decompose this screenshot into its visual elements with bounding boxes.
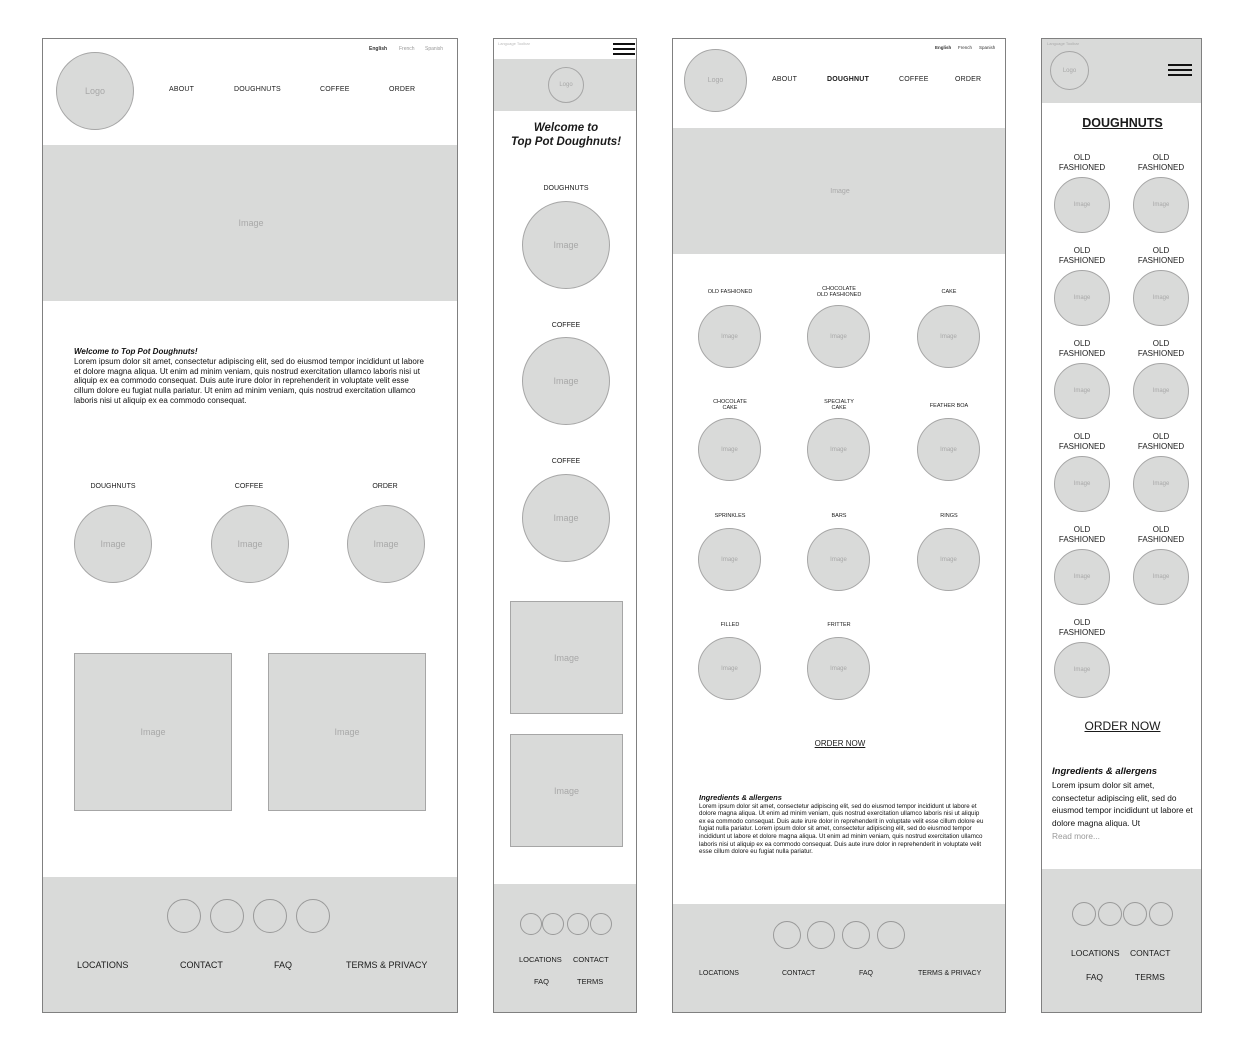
social-icon[interactable] — [1123, 902, 1147, 926]
section-image-doughnuts[interactable]: Image — [522, 201, 610, 289]
nav-about[interactable]: ABOUT — [772, 76, 798, 83]
language-english[interactable]: English — [369, 46, 388, 52]
mobile-home-wireframe — [493, 38, 637, 1013]
allergens-title: Ingredients & allergens — [699, 793, 782, 802]
item-image[interactable]: Image — [807, 418, 870, 481]
allergens-body: Lorem ipsum dolor sit amet, consectetur adipiscing elit, sed do eiusmod tempor incididunt ut labore et dolore magna aliqua. Ut enim ad minim veniam, quis nostrud exercitation ullamco laboris nisi ut aliquip ex ea commodo consequat. Duis aute irure dolor in reprehenderit in voluptate velit esse cillum dolore eu fugiat nulla pariatur. Lorem ipsum dolor sit amet, consectetur adipiscing elit, sed do eiusmod tempor incididunt ut labore et dolore magna aliqua. Ut enim ad minim veniam, quis nostrud exercitation ullamco laboris nisi ut aliquip ex ea commodo consequat. Duis aute irure dolor in reprehenderit in voluptate velit esse cillum dolore eu fugiat nulla pariatur. — [699, 802, 984, 856]
item-image[interactable]: Image — [698, 305, 761, 368]
item-image[interactable]: Image — [807, 305, 870, 368]
item-image[interactable]: Image — [917, 305, 980, 368]
allergens-title: Ingredients & allergens — [1052, 766, 1158, 777]
item-image[interactable]: Image — [1054, 642, 1110, 698]
category-image-doughnuts[interactable]: Image — [74, 505, 152, 583]
allergens-text — [699, 794, 985, 856]
nav-doughnut[interactable]: DOUGHNUT — [827, 76, 870, 83]
category-label-doughnuts: DOUGHNUTS — [90, 483, 136, 490]
language-english[interactable]: English — [935, 45, 952, 50]
item-label: BARS — [831, 513, 847, 519]
footer — [494, 884, 637, 1013]
item-image[interactable]: Image — [1133, 363, 1189, 419]
item-image[interactable]: Image — [1133, 549, 1189, 605]
footer — [673, 904, 1006, 1013]
social-icon[interactable] — [296, 899, 330, 933]
item-image[interactable]: Image — [807, 528, 870, 591]
social-icon[interactable] — [1149, 902, 1173, 926]
logo[interactable]: Logo — [684, 49, 747, 112]
intro-body: Lorem ipsum dolor sit amet, consectetur adipiscing elit, sed do eiusmod tempor incididunt ut labore et dolore magna aliqua. Ut enim ad minim veniam, quis nostrud exercitation ullamco laboris nisi ut aliquip ex ea commodo consequat. Duis aute irure dolor in reprehenderit in voluptate velit esse cillum dolore eu fugiat nulla pariatur. Ut enim ad minim veniam, quis nostrud exercitation ullamco laboris nisi ut aliquip ex ea commodo consequat. — [74, 356, 424, 405]
item-label: OLD FASHIONED — [1137, 525, 1185, 544]
category-image-order[interactable]: Image — [347, 505, 425, 583]
social-icon[interactable] — [877, 921, 905, 949]
nav-order[interactable]: ORDER — [389, 86, 416, 93]
item-image[interactable]: Image — [917, 528, 980, 591]
desktop-doughnuts-wireframe — [672, 38, 1006, 1013]
nav-doughnuts[interactable]: DOUGHNUTS — [234, 86, 281, 93]
promo-image-right[interactable]: Image — [268, 653, 426, 811]
desktop-home-wireframe — [42, 38, 458, 1013]
footer-faq[interactable]: FAQ — [274, 960, 293, 970]
footer-terms[interactable]: TERMS & PRIVACY — [918, 970, 982, 977]
allergens-body: Lorem ipsum dolor sit amet, consectetur adipiscing elit, sed do eiusmod tempor incididunt ut labore et dolore magna aliqua. Ut — [1052, 779, 1193, 829]
item-label: CHOCOLATE OLD FASHIONED — [816, 286, 862, 298]
footer-faq[interactable]: FAQ — [534, 977, 550, 986]
allergens-text — [1052, 765, 1197, 843]
social-icon[interactable] — [542, 913, 564, 935]
social-icon[interactable] — [773, 921, 801, 949]
order-now-link[interactable]: ORDER NOW — [814, 739, 866, 748]
footer-contact[interactable]: CONTACT — [573, 955, 609, 964]
section-image-coffee-2[interactable]: Image — [522, 474, 610, 562]
language-french[interactable]: French — [958, 45, 973, 50]
nav-coffee[interactable]: COFFEE — [320, 86, 350, 93]
section-label-doughnuts: DOUGHNUTS — [543, 185, 589, 192]
item-label: OLD FASHIONED — [1058, 618, 1106, 637]
mobile-doughnuts-wireframe — [1041, 38, 1202, 1013]
item-label: OLD FASHIONED — [1137, 339, 1185, 358]
item-label: OLD FASHIONED — [1058, 246, 1106, 265]
page-title: DOUGHNUTS — [1082, 116, 1163, 130]
social-icon[interactable] — [253, 899, 287, 933]
item-label: CAKE — [941, 289, 957, 295]
item-image[interactable]: Image — [1054, 270, 1110, 326]
social-icon[interactable] — [167, 899, 201, 933]
logo[interactable]: Logo — [56, 52, 134, 130]
item-label: SPRINKLES — [714, 513, 746, 519]
promo-image-top[interactable]: Image — [510, 601, 623, 714]
footer-faq[interactable]: FAQ — [1086, 972, 1104, 982]
item-label: FILLED — [720, 622, 740, 628]
hero-image: Image — [43, 145, 458, 301]
item-label: OLD FASHIONED — [1058, 339, 1106, 358]
social-icon[interactable] — [520, 913, 542, 935]
language-spanish[interactable]: Spanish — [425, 46, 444, 52]
footer-locations[interactable]: LOCATIONS — [1071, 948, 1120, 958]
section-image-coffee[interactable]: Image — [522, 337, 610, 425]
item-image[interactable]: Image — [1133, 270, 1189, 326]
nav-about[interactable]: ABOUT — [169, 86, 195, 93]
mobile-header — [1042, 39, 1202, 103]
item-image[interactable]: Image — [698, 418, 761, 481]
hamburger-menu-icon[interactable] — [1168, 64, 1192, 76]
item-label: OLD FASHIONED — [1058, 153, 1106, 172]
item-image[interactable]: Image — [807, 637, 870, 700]
item-image[interactable]: Image — [1133, 177, 1189, 233]
social-icon[interactable] — [567, 913, 589, 935]
read-more-link[interactable]: Read more... — [1052, 830, 1100, 841]
mobile-header — [494, 59, 637, 111]
social-icon[interactable] — [807, 921, 835, 949]
section-label-coffee-2: COFFEE — [551, 458, 581, 465]
item-label: OLD FASHIONED — [1137, 432, 1185, 451]
section-label-coffee: COFFEE — [551, 322, 581, 329]
welcome-heading: Welcome to Top Pot Doughnuts! — [510, 122, 622, 148]
nav-coffee[interactable]: COFFEE — [899, 76, 929, 83]
logo[interactable]: Logo — [548, 67, 584, 103]
language-toolbar-hint: Language Toolbar — [498, 41, 530, 46]
item-label: OLD FASHIONED — [1058, 432, 1106, 451]
promo-image-bottom[interactable]: Image — [510, 734, 623, 847]
item-image[interactable]: Image — [1054, 549, 1110, 605]
footer-terms[interactable]: TERMS & PRIVACY — [346, 960, 428, 970]
item-label: OLD FASHIONED — [1058, 525, 1106, 544]
category-label-order: ORDER — [372, 483, 398, 490]
promo-image-left[interactable]: Image — [74, 653, 232, 811]
footer — [1042, 869, 1202, 1013]
social-icon[interactable] — [1072, 902, 1096, 926]
footer-locations[interactable]: LOCATIONS — [519, 955, 562, 964]
item-image[interactable]: Image — [917, 418, 980, 481]
item-image[interactable]: Image — [1054, 456, 1110, 512]
item-label: OLD FASHIONED — [1137, 246, 1185, 265]
item-label: FEATHER BOA — [929, 403, 969, 409]
footer-locations[interactable]: LOCATIONS — [699, 970, 739, 977]
item-label: OLD FASHIONED — [1137, 153, 1185, 172]
footer — [43, 877, 458, 1013]
social-icon[interactable] — [1098, 902, 1122, 926]
intro-text — [74, 347, 426, 406]
item-label: OLD FASHIONED — [707, 289, 753, 295]
category-label-coffee: COFFEE — [234, 483, 264, 490]
hamburger-menu-icon[interactable] — [613, 43, 635, 55]
logo[interactable]: Logo — [1050, 51, 1089, 90]
order-now-link[interactable]: ORDER NOW — [1084, 719, 1161, 733]
item-label: CHOCOLATE CAKE — [713, 399, 747, 411]
item-image[interactable]: Image — [1133, 456, 1189, 512]
footer-locations[interactable]: LOCATIONS — [77, 960, 129, 970]
item-image[interactable]: Image — [1054, 363, 1110, 419]
social-icon[interactable] — [590, 913, 612, 935]
social-icon[interactable] — [210, 899, 244, 933]
item-image[interactable]: Image — [1054, 177, 1110, 233]
item-label: RINGS — [940, 513, 958, 519]
social-icon[interactable] — [842, 921, 870, 949]
category-image-coffee[interactable]: Image — [211, 505, 289, 583]
footer-faq[interactable]: FAQ — [859, 970, 874, 977]
item-label: FRITTER — [827, 622, 851, 628]
language-toolbar-hint: Language Toolbar — [1047, 41, 1079, 46]
item-label: SPECIALTY CAKE — [824, 399, 854, 411]
item-image[interactable]: Image — [698, 528, 761, 591]
language-french[interactable]: French — [399, 46, 415, 52]
footer-contact[interactable]: CONTACT — [1130, 948, 1171, 958]
item-image[interactable]: Image — [698, 637, 761, 700]
footer-contact[interactable]: CONTACT — [782, 970, 816, 977]
hero-image: Image — [673, 128, 1006, 254]
nav-order[interactable]: ORDER — [955, 76, 982, 83]
footer-contact[interactable]: CONTACT — [180, 960, 223, 970]
footer-terms[interactable]: TERMS — [577, 977, 604, 986]
language-spanish[interactable]: Spanish — [979, 45, 996, 50]
footer-terms[interactable]: TERMS — [1135, 972, 1165, 982]
intro-title: Welcome to Top Pot Doughnuts! — [74, 347, 198, 356]
